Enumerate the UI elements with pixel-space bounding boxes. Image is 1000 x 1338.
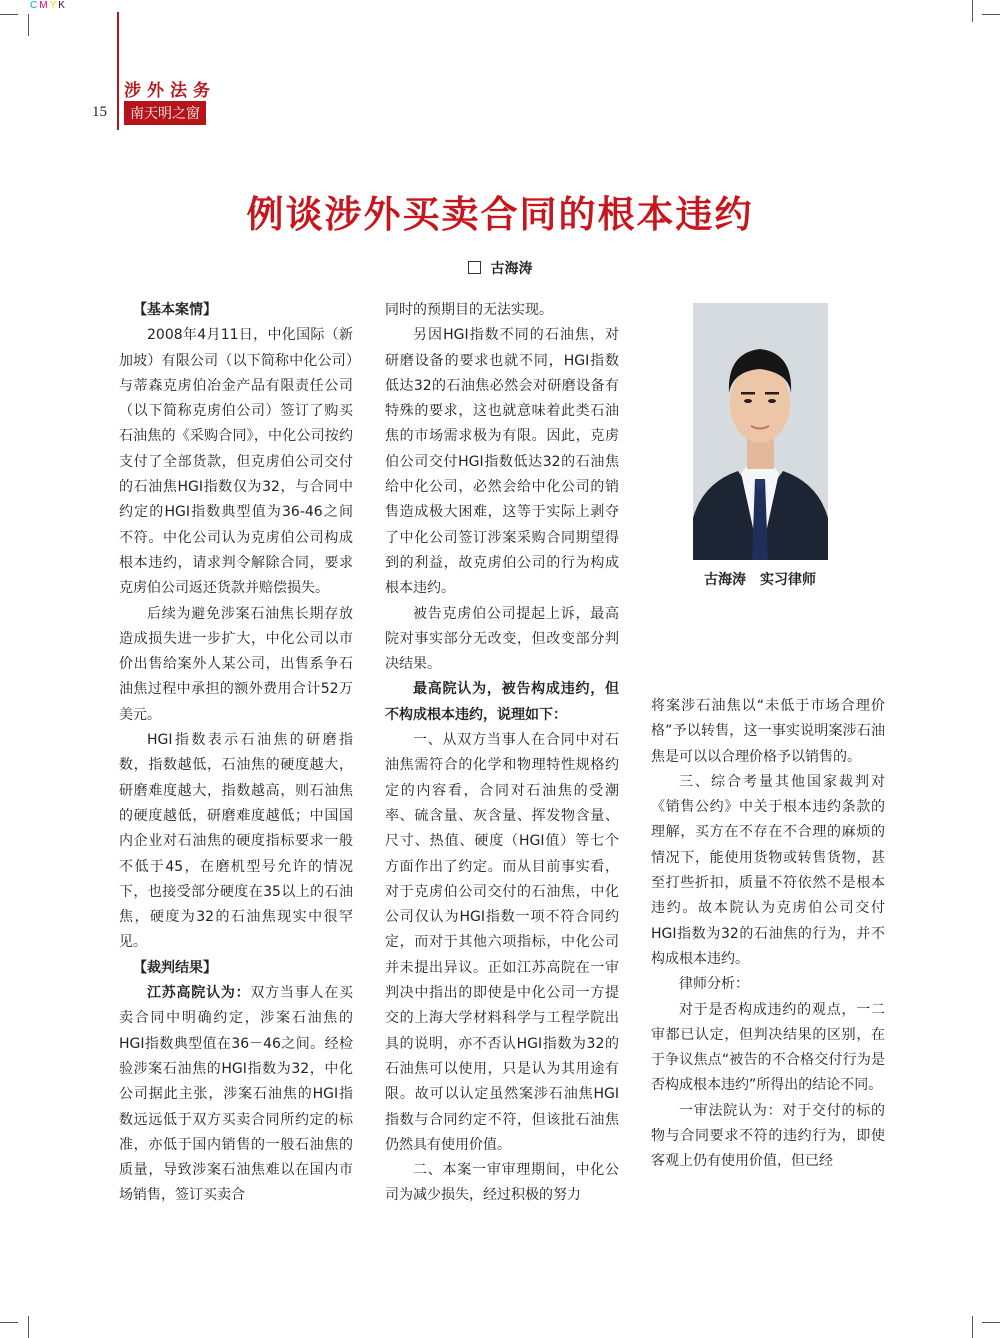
- author-name: 古海涛: [490, 261, 533, 277]
- column-2: [385, 298, 619, 1209]
- court-label: 江苏高院认为：: [147, 985, 251, 1002]
- photo-caption: 古海涛 实习律师: [704, 572, 816, 588]
- column-1: [119, 298, 353, 1209]
- bold-statement: 最高院认为，被告构成违约，但不构成根本违约，说理如下：: [385, 681, 619, 723]
- subheading: 【裁判结果】: [133, 959, 217, 976]
- paragraph: 将案涉石油焦以“未低于市场合理价格”予以转售，这一事实说明案涉石油焦是可以以合理价格予以销售的。: [651, 698, 885, 765]
- crop-mark-br-h: [982, 1322, 1000, 1323]
- paragraph: 2008年4月11日，中化国际（新加坡）有限公司（以下简称中化公司）与蒂森克虏伯冶金产品有限责任公司（以下简称克虏伯公司）签订了购买石油焦的《采购合同》，中化公司按约支付了全部货款，但克虏伯公司交付的石油焦HGI指数仅为32，与合同中约定的HGI指数典型值为36-46之间不符。中化公司认为克虏伯公司构成根本违约，请求判令解除合同，要求克虏伯公司返还货款并赔偿损失。: [119, 327, 353, 597]
- crop-mark-tr-v: [972, 0, 973, 22]
- page-number: 15: [92, 104, 107, 120]
- crop-mark-tl-h: [0, 14, 18, 15]
- portrait-image: [693, 303, 828, 560]
- crop-mark-tr-h: [982, 14, 1000, 15]
- paragraph: 同时的预期目的无法实现。: [385, 302, 553, 318]
- square-icon: [468, 261, 481, 274]
- paragraph: 被告克虏伯公司提起上诉，最高院对事实部分无改变，但改变部分判决结果。: [385, 605, 619, 673]
- paragraph: 一、从双方当事人在合同中对石油焦需符合的化学和物理特性规格约定的内容看，合同对石油焦的受潮率、硫含量、灰含量、挥发物含量、尺寸、热值、硬度（HGI值）等七个方面作出了约定。而从目前事实看，对于克虏伯公司交付的石油焦，中化公司仅认为HGI指数一项不符合同约定，而对于其他六项指标，中化公司并未提出异议。正如江苏高院在一审判决中指出的即使是中化公司一方提交的上海大学材料科学与工程学院出具的说明，亦不否认HGI指数为32的石油焦可以使用，只是认为其用途有限。故可以认定虽然案涉石油焦HGI指数与合同约定不符，但该批石油焦仍然具有使用价值。: [385, 732, 619, 1153]
- paragraph-bold: [385, 677, 619, 728]
- author-photo: [693, 303, 828, 560]
- subheading: 律师分析：: [679, 976, 749, 993]
- cmyk-marks: CMYK: [30, 0, 67, 11]
- header-rule: [117, 12, 119, 130]
- crop-mark-tl-v: [28, 14, 29, 36]
- paragraph: 后续为避免涉案石油焦长期存放造成损失进一步扩大，中化公司以市价出售给案外人某公司，出售系争石油焦过程中承担的额外费用合计52万美元。: [119, 605, 353, 723]
- paragraph: 二、本案一审审理期间，中化公司为减少损失，经过积极的努力: [385, 1162, 619, 1204]
- section-name: 涉外法务: [124, 81, 216, 101]
- author-line: [0, 258, 1000, 278]
- paragraph: 一审法院认为：对于交付的标的物与合同要求不符的违约行为，即使客观上仍有使用价值，但已经: [651, 1102, 885, 1170]
- subheading: 【基本案情】: [133, 302, 217, 318]
- crop-mark-bl-h: [0, 1322, 18, 1323]
- crop-mark-br-v: [972, 1316, 973, 1338]
- paragraph: 三、综合考量其他国家裁判对《销售公约》中关于根本违约条款的理解，买方在不存在不合理的麻烦的情况下，能使用货物或转售货物，甚至打些折扣，质量不符依然不是根本违约。故本院认为克虏伯公司交付HGI指数为32的石油焦的行为，并不构成根本违约。: [651, 773, 885, 967]
- column-3: [651, 694, 885, 1175]
- paragraph: [119, 981, 353, 1209]
- paragraph: HGI指数表示石油焦的研磨指数，指数越低，石油焦的硬度越大，研磨难度越大，指数越高，则石油焦的硬度越低，研磨难度越低；中国国内企业对石油焦的硬度指标要求一般不低于45，在磨机型号允许的情况下，也接受部分硬度在35以上的石油焦，硬度为32的石油焦现实中很罕见。: [119, 732, 353, 951]
- paragraph-text: 双方当事人在买卖合同中明确约定，涉案石油焦的HGI指数典型值在36－46之间。经检验涉案石油焦的HGI指数为32，中化公司据此主张，涉案石油焦的HGI指数远远低于双方买卖合同所约定的标准，亦低于国内销售的一般石油焦的质量，导致涉案石油焦难以在国内市场销售，签订买卖合: [119, 985, 354, 1204]
- column-tag: 南天明之窗: [124, 101, 206, 125]
- crop-mark-bl-v: [28, 1316, 29, 1338]
- article-title: 例谈涉外买卖合同的根本违约: [246, 193, 754, 236]
- paragraph: 对于是否构成违约的观点，一二审都已认定，但判决结果的区别，在于争议焦点“被告的不合格交付行为是否构成根本违约”所得出的结论不同。: [651, 1001, 885, 1094]
- paragraph: 另因HGI指数不同的石油焦，对研磨设备的要求也就不同，HGI指数低达32的石油焦必然会对研磨设备有特殊的要求，这也就意味着此类石油焦的市场需求极为有限。因此，克虏伯公司交付HGI指数低达32的石油焦给中化公司，必然会给中化公司的销售造成极大困难，这等于实际上剥夺了中化公司签订涉案采购合同期望得到的利益，故克虏伯公司的行为构成根本违约。: [385, 327, 619, 597]
